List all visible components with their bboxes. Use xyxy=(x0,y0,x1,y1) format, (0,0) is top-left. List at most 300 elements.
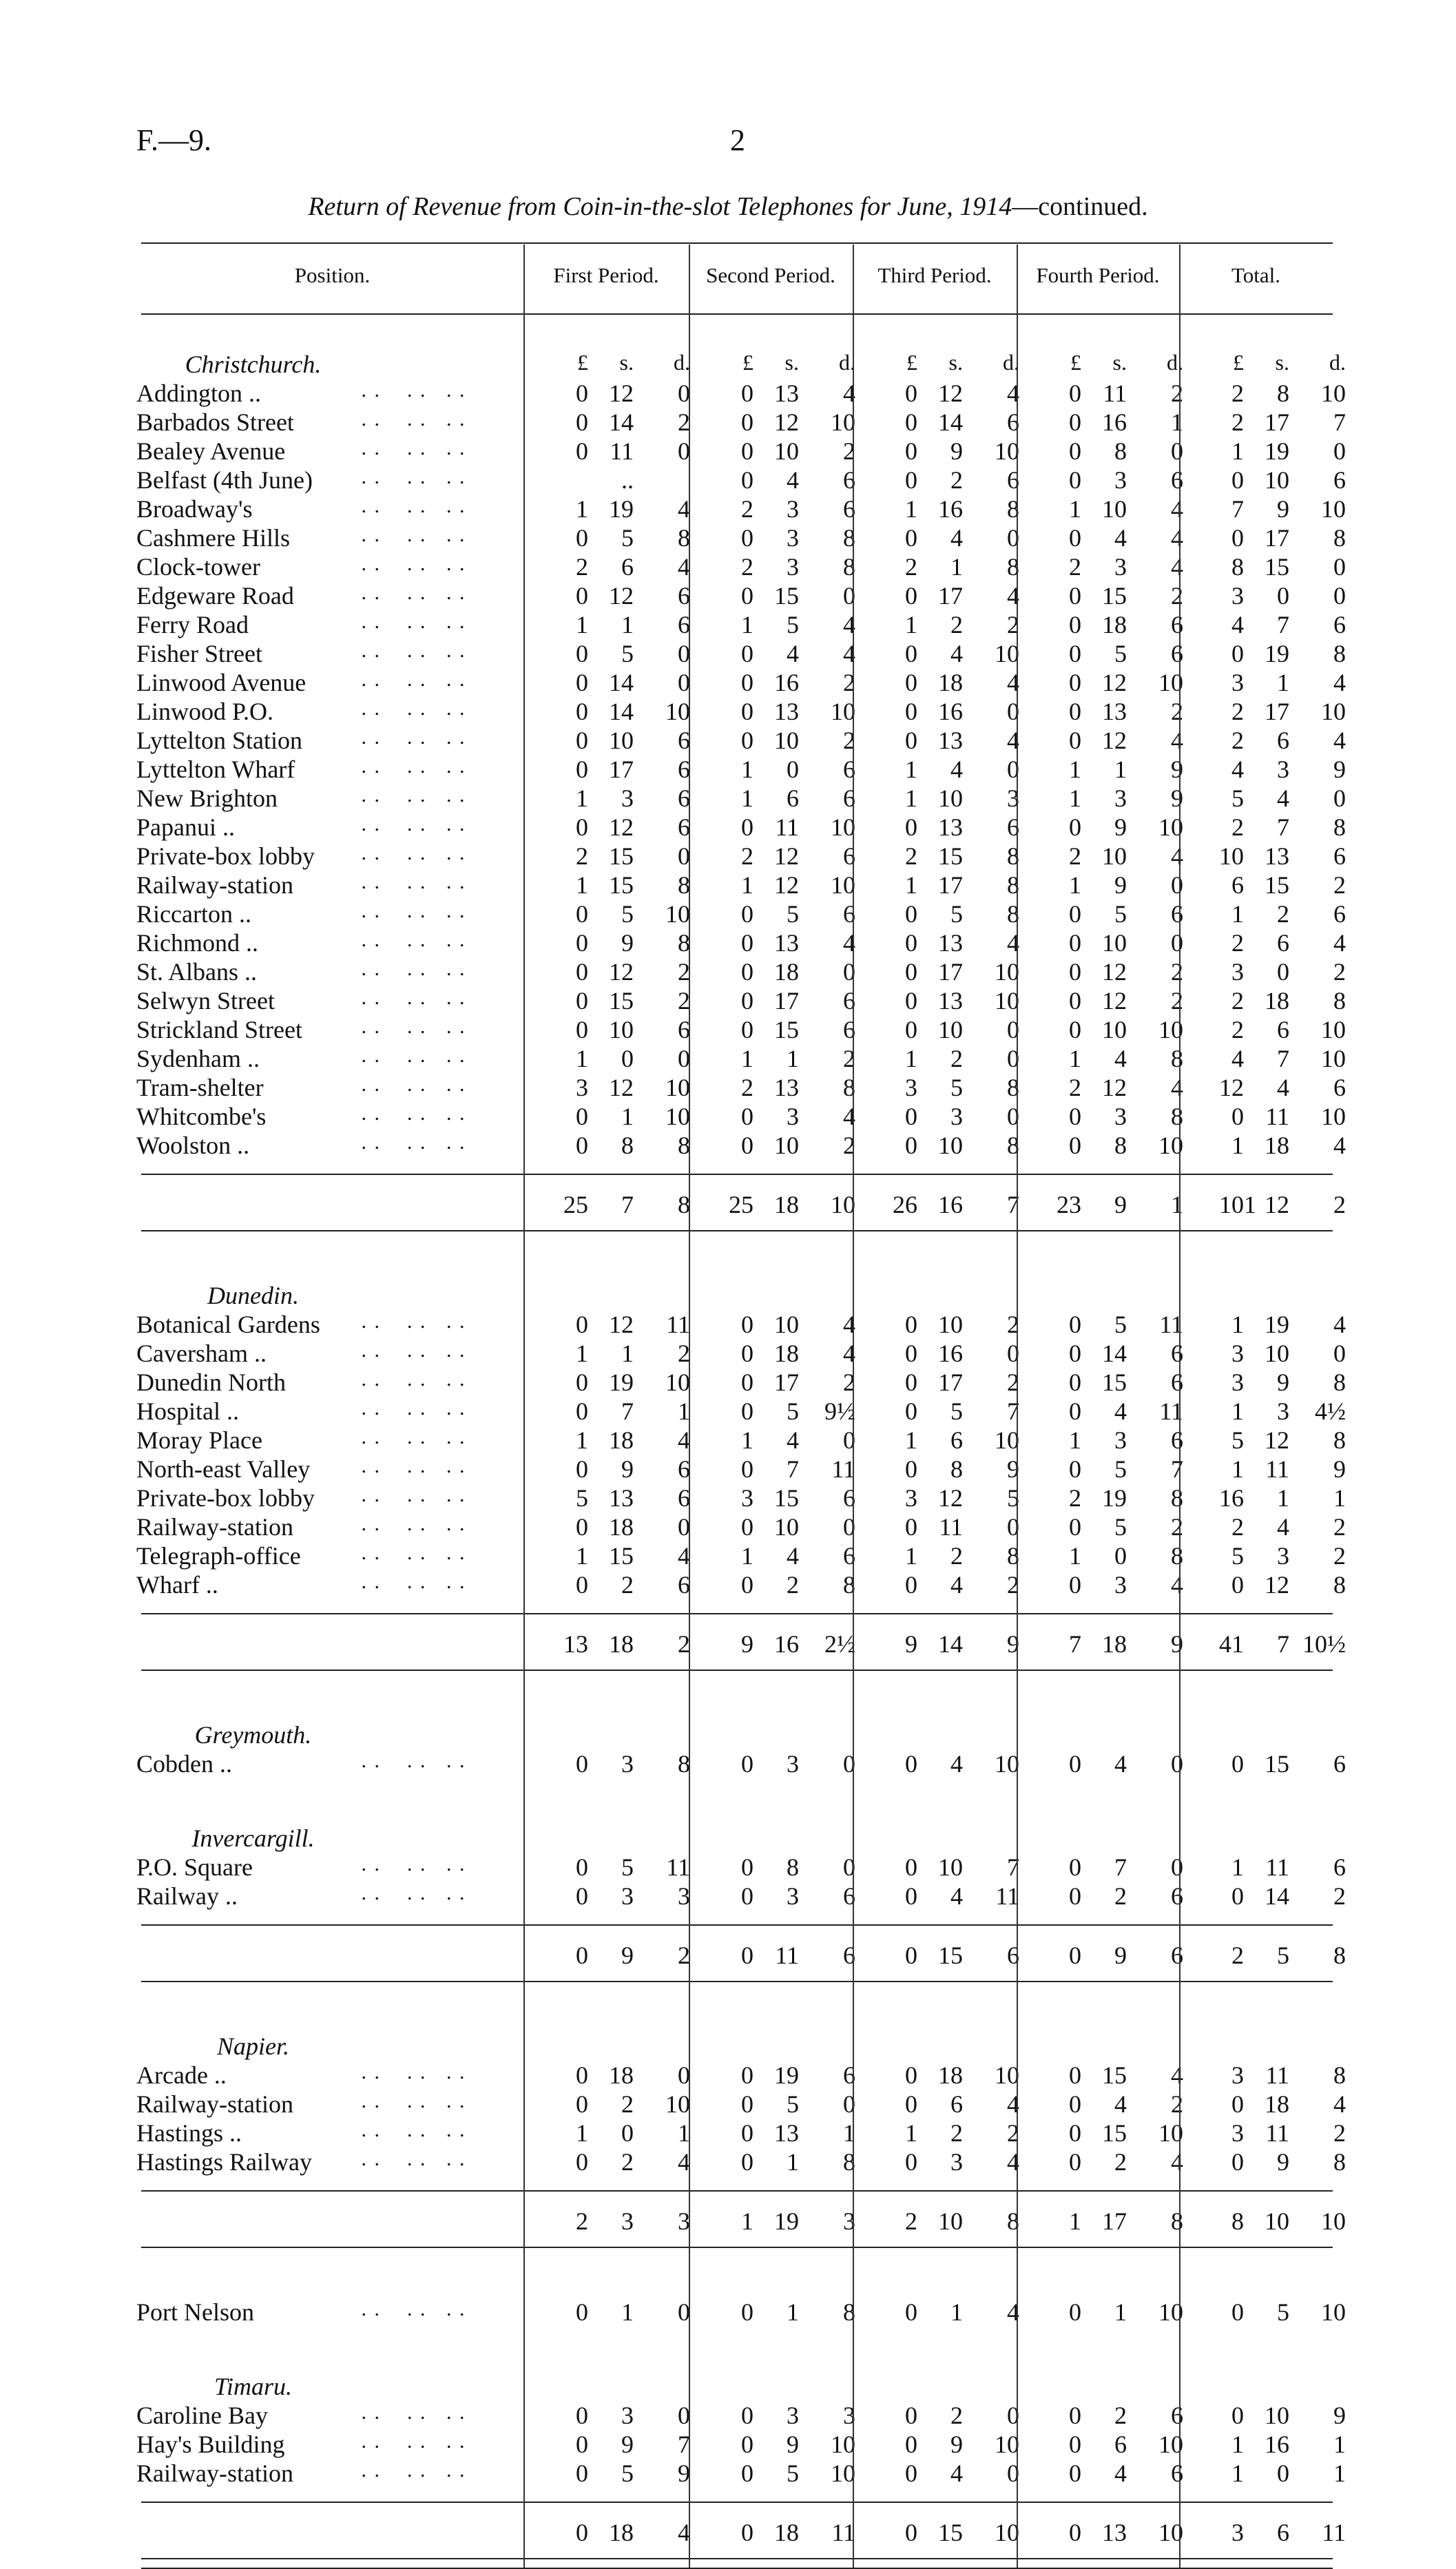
amount-pounds: 0 xyxy=(576,1397,588,1425)
amount-pence: 8 xyxy=(678,929,690,957)
position-name: Railway-station xyxy=(136,2090,293,2118)
table-row xyxy=(0,1512,1456,1541)
amount-shillings: 17 xyxy=(1265,408,1289,436)
amount-pence: 9 xyxy=(678,2459,690,2487)
amount-pence: 10 xyxy=(1158,1132,1183,1159)
amount-shillings: 13 xyxy=(938,727,963,754)
amount-shillings: 14 xyxy=(609,408,634,436)
column-divider xyxy=(1179,245,1181,2568)
amount-pence: 10 xyxy=(1158,2431,1183,2458)
position-name: Cobden .. xyxy=(136,1750,232,1778)
amount-shillings: 8 xyxy=(787,1853,799,1881)
amount-shillings: 17 xyxy=(609,756,634,783)
position-name: Dunedin North xyxy=(136,1369,286,1396)
leader-dots: . . . . . . xyxy=(355,755,466,778)
amount-pounds: 0 xyxy=(741,2090,753,2118)
amount-pounds: 0 xyxy=(1069,1340,1081,1367)
amount-pence: 2 xyxy=(1333,958,1346,986)
amount-pounds: 0 xyxy=(1069,408,1081,436)
amount-pounds: 0 xyxy=(905,379,917,407)
table-row xyxy=(0,871,1456,899)
amount-shillings: 2 xyxy=(787,1571,799,1599)
unit-shillings: s. xyxy=(619,350,634,375)
amount-pence: 6 xyxy=(1333,1750,1346,1778)
leader-dots: . . . . . . xyxy=(355,1512,466,1535)
amount-pence: 2 xyxy=(1007,2119,1019,2147)
amount-pounds: 0 xyxy=(576,2298,588,2326)
amount-pounds: 0 xyxy=(576,640,588,667)
amount-shillings: 12 xyxy=(1265,1571,1289,1599)
leader-dots: . . . . . . xyxy=(355,379,466,402)
leader-dots: . . . . . . xyxy=(355,1853,466,1875)
amount-pounds: 1 xyxy=(1231,1132,1244,1159)
amount-pounds: 25 xyxy=(563,1191,588,1218)
amount-pence: 11 xyxy=(831,2519,855,2546)
amount-pence: 4 xyxy=(843,379,855,407)
amount-pounds: 1 xyxy=(576,784,588,812)
table-title xyxy=(0,191,1456,222)
amount-shillings: 2 xyxy=(1114,2402,1127,2429)
leader-dots: . . . . . . xyxy=(355,957,466,980)
table-row xyxy=(0,755,1456,784)
amount-pounds: 1 xyxy=(741,1426,753,1454)
amount-pounds: 0 xyxy=(905,1397,917,1425)
amount-shillings: 4 xyxy=(1114,2459,1127,2487)
position-name: Barbados Street xyxy=(136,408,294,436)
amount-shillings: 11 xyxy=(1103,379,1127,407)
table-row xyxy=(0,1749,1456,1778)
amount-pence: 5 xyxy=(1007,1484,1019,1512)
amount-shillings: 9 xyxy=(1277,495,1289,523)
position-name: Linwood Avenue xyxy=(136,669,306,696)
amount-shillings: 17 xyxy=(1265,698,1289,725)
amount-shillings: 12 xyxy=(609,582,634,610)
amount-pence: 6 xyxy=(678,813,690,841)
amount-pounds: 25 xyxy=(729,1191,753,1218)
amount-pounds: 0 xyxy=(741,813,753,841)
amount-pence: 8 xyxy=(1333,1571,1346,1599)
amount-shillings: 10 xyxy=(774,1311,799,1338)
amount-shillings: 3 xyxy=(621,1882,634,1910)
amount-pence: 0 xyxy=(678,1513,690,1541)
amount-pence: 1 xyxy=(843,2119,855,2147)
amount-pounds: 0 xyxy=(576,1103,588,1130)
amount-pence: 6 xyxy=(1171,900,1183,928)
amount-shillings: 12 xyxy=(1102,958,1127,986)
amount-pence: 4 xyxy=(1007,379,1019,407)
amount-pounds: 0 xyxy=(741,2148,753,2176)
amount-shillings: 15 xyxy=(938,2519,963,2546)
amount-pence: 0 xyxy=(1007,1045,1019,1072)
amount-pence: 6 xyxy=(1333,842,1346,870)
amount-pounds: 0 xyxy=(1069,987,1081,1015)
amount-pounds: 3 xyxy=(576,1074,588,1101)
amount-pounds: 0 xyxy=(905,929,917,957)
amount-pence: 3 xyxy=(1007,784,1019,812)
amount-shillings: 18 xyxy=(609,1630,634,1658)
amount-pence: 8 xyxy=(1333,813,1346,841)
amount-shillings: 12 xyxy=(1265,1426,1289,1454)
amount-pounds: 0 xyxy=(1069,2148,1081,2176)
amount-pence: 1 xyxy=(1171,408,1183,436)
table-row xyxy=(0,1853,1456,1882)
section-heading xyxy=(0,1281,1456,1310)
amount-pence: 6 xyxy=(843,2061,855,2089)
amount-shillings: 5 xyxy=(787,2459,799,2487)
amount-pence: 2 xyxy=(1171,379,1183,407)
position-name: Lyttelton Wharf xyxy=(136,756,295,783)
amount-pence: 10 xyxy=(665,900,690,928)
amount-pence: 6 xyxy=(843,1016,855,1043)
amount-pence: 8 xyxy=(678,871,690,899)
amount-pounds: 0 xyxy=(741,698,753,725)
amount-pounds: 0 xyxy=(741,1369,753,1396)
amount-pence: 6 xyxy=(1007,1942,1019,1969)
table-row xyxy=(0,2147,1456,2176)
amount-pence: 9½ xyxy=(824,1397,855,1425)
position-name: Whitcombe's xyxy=(136,1103,267,1130)
amount-pence: 8 xyxy=(678,524,690,552)
amount-pence: 10 xyxy=(831,2431,855,2458)
amount-shillings: 16 xyxy=(938,1340,963,1367)
amount-shillings: 7 xyxy=(787,1455,799,1483)
amount-shillings: 0 xyxy=(1277,2459,1289,2487)
amount-shillings: 5 xyxy=(1277,2298,1289,2326)
amount-pence: 2 xyxy=(843,1369,855,1396)
amount-shillings: 5 xyxy=(787,2090,799,2118)
section-name: Dunedin. xyxy=(207,1282,299,1309)
amount-shillings: 3 xyxy=(950,1103,963,1130)
amount-pence: 0 xyxy=(1007,698,1019,725)
amount-pence: 2 xyxy=(1007,1311,1019,1338)
amount-shillings: 5 xyxy=(950,1074,963,1101)
amount-shillings: 9 xyxy=(1114,1191,1127,1218)
amount-pence: 10 xyxy=(665,698,690,725)
position-name: Papanui .. xyxy=(136,813,235,841)
amount-shillings: 13 xyxy=(938,813,963,841)
amount-pence: 8 xyxy=(1333,1942,1346,1969)
amount-pounds: 2 xyxy=(1231,813,1244,841)
amount-pounds: 10 xyxy=(1219,842,1244,870)
amount-shillings: 12 xyxy=(774,871,799,899)
amount-pounds: 3 xyxy=(1231,2519,1244,2546)
amount-pence: 4 xyxy=(1171,2061,1183,2089)
column-divider xyxy=(1017,245,1018,2568)
amount-pence: 4 xyxy=(1007,929,1019,957)
amount-pence: 2½ xyxy=(824,1630,855,1658)
amount-shillings: 4 xyxy=(950,2459,963,2487)
amount-shillings: 16 xyxy=(774,1630,799,1658)
amount-pounds: 0 xyxy=(741,1397,753,1425)
leader-dots: . . . . . . xyxy=(355,2298,466,2320)
amount-pence: 8 xyxy=(843,553,855,581)
amount-pence: 6 xyxy=(843,1942,855,1969)
amount-pence: 0 xyxy=(1171,929,1183,957)
table-row xyxy=(0,1073,1456,1102)
amount-shillings: 7 xyxy=(1277,1045,1289,1072)
amount-shillings: 3 xyxy=(1114,466,1127,494)
amount-shillings: 5 xyxy=(621,1853,634,1881)
amount-shillings: 8 xyxy=(1277,379,1289,407)
table-row xyxy=(0,842,1456,871)
amount-pounds: 0 xyxy=(905,987,917,1015)
amount-pounds: 0 xyxy=(576,2459,588,2487)
amount-pence: 4 xyxy=(678,1542,690,1570)
amount-pounds: 0 xyxy=(1069,1853,1081,1881)
amount-pounds: 0 xyxy=(1069,611,1081,638)
amount-pence: 2 xyxy=(1007,1369,1019,1396)
amount-pounds: 3 xyxy=(741,1484,753,1512)
amount-pounds: 0 xyxy=(1231,640,1244,667)
amount-shillings: 10 xyxy=(774,727,799,754)
amount-pounds: 0 xyxy=(576,1750,588,1778)
position-name: Telegraph-office xyxy=(136,1542,301,1570)
amount-shillings: 18 xyxy=(774,958,799,986)
amount-shillings: 9 xyxy=(1114,871,1127,899)
amount-pence: 0 xyxy=(1333,582,1346,610)
amount-pence: 8 xyxy=(1007,1132,1019,1159)
column-header: First Period. xyxy=(553,263,659,287)
position-name: Bealey Avenue xyxy=(136,437,286,465)
amount-shillings: 11 xyxy=(1265,2119,1289,2147)
amount-pence: 4 xyxy=(1333,929,1346,957)
amount-pence: 6 xyxy=(843,1484,855,1512)
amount-pounds: 0 xyxy=(576,2090,588,2118)
amount-shillings: 18 xyxy=(609,1426,634,1454)
amount-shillings: 9 xyxy=(1277,2148,1289,2176)
amount-pounds: 0 xyxy=(741,1311,753,1338)
amount-shillings: 8 xyxy=(1114,437,1127,465)
amount-pounds: 23 xyxy=(1057,1191,1081,1218)
amount-pence: 2 xyxy=(678,1340,690,1367)
amount-pounds: 2 xyxy=(1231,408,1244,436)
amount-pence: 0 xyxy=(1007,2459,1019,2487)
amount-shillings: 17 xyxy=(774,1369,799,1396)
amount-shillings: 3 xyxy=(950,2148,963,2176)
amount-pounds: 0 xyxy=(905,2148,917,2176)
amount-pounds: 0 xyxy=(741,2402,753,2429)
unit-pounds: £ xyxy=(577,350,588,375)
amount-pence: 6 xyxy=(1171,1426,1183,1454)
amount-pounds: 4 xyxy=(1231,1045,1244,1072)
amount-pence: 6 xyxy=(843,1542,855,1570)
table-row xyxy=(0,610,1456,639)
leader-dots: . . . . . . xyxy=(355,842,466,864)
amount-shillings: 15 xyxy=(609,842,634,870)
amount-shillings: 6 xyxy=(1277,1016,1289,1043)
amount-pounds: 0 xyxy=(905,408,917,436)
amount-shillings: 14 xyxy=(1102,1340,1127,1367)
amount-pence: 4 xyxy=(1007,2090,1019,2118)
amount-shillings: 3 xyxy=(787,553,799,581)
amount-shillings: 11 xyxy=(610,437,634,465)
amount-pence: 2 xyxy=(1171,2090,1183,2118)
amount-shillings: 2 xyxy=(621,1571,634,1599)
amount-shillings: 15 xyxy=(774,1016,799,1043)
section-heading xyxy=(0,2372,1456,2401)
amount-pounds: 2 xyxy=(741,553,753,581)
amount-pounds: 0 xyxy=(1069,698,1081,725)
subtotal-row xyxy=(0,1630,1456,1658)
amount-pounds: 3 xyxy=(905,1484,917,1512)
amount-pounds: 0 xyxy=(576,437,588,465)
amount-shillings: 4 xyxy=(950,640,963,667)
amount-pence: 2 xyxy=(843,727,855,754)
amount-pounds: 1 xyxy=(576,495,588,523)
amount-pence: 6 xyxy=(843,987,855,1015)
subtotal-bottom-rule xyxy=(141,2247,1333,2248)
amount-shillings: 7 xyxy=(621,1397,634,1425)
amount-pence: 10 xyxy=(1321,2207,1346,2235)
amount-pounds: 0 xyxy=(741,1882,753,1910)
amount-pounds: 2 xyxy=(741,495,753,523)
amount-shillings: 7 xyxy=(1277,611,1289,638)
amount-pence: 2 xyxy=(1333,1542,1346,1570)
amount-shillings: 1 xyxy=(787,2148,799,2176)
amount-shillings: 12 xyxy=(1102,1074,1127,1101)
position-name: Hastings Railway xyxy=(136,2148,312,2176)
amount-pence: 8 xyxy=(1007,495,1019,523)
leader-dots: . . . . . . xyxy=(355,2430,466,2453)
amount-pounds: 0 xyxy=(1231,2090,1244,2118)
amount-pence: 10 xyxy=(665,1369,690,1396)
amount-shillings: 18 xyxy=(774,2519,799,2546)
amount-pounds: 1 xyxy=(1069,756,1081,783)
title-main: Return of Revenue from Coin-in-the-slot Telephones for June, 1914 xyxy=(308,192,1012,221)
leader-dots: . . . . . . xyxy=(355,523,466,546)
amount-pounds: 0 xyxy=(576,2402,588,2429)
leader-dots: . . . . . . xyxy=(355,1882,466,1904)
amount-pence: 0 xyxy=(1171,437,1183,465)
table-row xyxy=(0,899,1456,928)
table-row xyxy=(0,1426,1456,1455)
amount-shillings: 12 xyxy=(774,408,799,436)
amount-pence: 10 xyxy=(665,1074,690,1101)
amount-pence: 10 xyxy=(995,1750,1019,1778)
amount-shillings: 13 xyxy=(1265,842,1289,870)
amount-pounds: 0 xyxy=(1069,958,1081,986)
amount-pence: 4½ xyxy=(1315,1397,1346,1425)
amount-pounds: 0 xyxy=(741,2431,753,2458)
amount-pence: 11 xyxy=(666,1853,690,1881)
amount-pounds: 0 xyxy=(741,437,753,465)
table-row xyxy=(0,2459,1456,2488)
amount-pounds: 0 xyxy=(576,958,588,986)
table-row xyxy=(0,1310,1456,1339)
amount-shillings: 9 xyxy=(1114,1942,1127,1969)
amount-pounds: 0 xyxy=(576,1571,588,1599)
amount-shillings: 17 xyxy=(938,1369,963,1396)
table-row xyxy=(0,1339,1456,1368)
amount-pence: 2 xyxy=(678,1630,690,1658)
amount-pounds: 0 xyxy=(1069,1016,1081,1043)
amount-pence: 4 xyxy=(1007,582,1019,610)
table-row xyxy=(0,2090,1456,2119)
amount-pounds: 1 xyxy=(741,2207,753,2235)
amount-pence: 2 xyxy=(1007,1571,1019,1599)
amount-pence: 9 xyxy=(1333,1455,1346,1483)
amount-shillings: 2 xyxy=(950,1542,963,1570)
amount-shillings: 18 xyxy=(609,2519,634,2546)
position-name: Railway .. xyxy=(136,1882,238,1910)
amount-pounds: 0 xyxy=(1069,2061,1081,2089)
amount-pounds: 1 xyxy=(576,871,588,899)
amount-pence: 6 xyxy=(1171,640,1183,667)
amount-pounds: 0 xyxy=(741,2119,753,2147)
amount-shillings: 14 xyxy=(609,669,634,696)
amount-pence: 6 xyxy=(1171,1882,1183,1910)
amount-shillings: 5 xyxy=(1114,1311,1127,1338)
amount-shillings: 12 xyxy=(1102,669,1127,696)
leader-dots: . . . . . . xyxy=(355,1749,466,1772)
amount-shillings: 0 xyxy=(621,2119,634,2147)
amount-pence: 2 xyxy=(1333,871,1346,899)
amount-pence: 0 xyxy=(1333,1340,1346,1367)
amount-pence: 10 xyxy=(665,2090,690,2118)
amount-pounds: 0 xyxy=(905,582,917,610)
amount-pounds: 0 xyxy=(905,2459,917,2487)
column-header: Total. xyxy=(1231,263,1280,287)
amount-pence: 0 xyxy=(678,2061,690,2089)
amount-shillings: 18 xyxy=(938,669,963,696)
amount-pence: 10 xyxy=(1158,669,1183,696)
leader-dots: . . . . . . xyxy=(355,986,466,1009)
amount-pounds: 0 xyxy=(905,2402,917,2429)
position-name: Lyttelton Station xyxy=(136,727,302,754)
amount-pence: 1 xyxy=(1333,2431,1346,2458)
amount-pounds: 0 xyxy=(1069,1103,1081,1130)
amount-shillings: 4 xyxy=(787,1542,799,1570)
amount-pence: 8 xyxy=(1333,2061,1346,2089)
amount-pence: 6 xyxy=(1171,2402,1183,2429)
amount-pounds: 1 xyxy=(1231,2431,1244,2458)
amount-pence: 8 xyxy=(843,2298,855,2326)
title-continued: continued. xyxy=(1038,192,1148,221)
subtotal-top-rule xyxy=(141,2190,1333,2192)
amount-shillings: 6 xyxy=(1277,727,1289,754)
amount-shillings: 4 xyxy=(950,524,963,552)
amount-shillings: 11 xyxy=(1265,1455,1289,1483)
amount-pence: 4 xyxy=(678,2519,690,2546)
amount-shillings: 5 xyxy=(787,1397,799,1425)
amount-pounds: 1 xyxy=(1069,1045,1081,1072)
amount-pence: 4 xyxy=(1007,2148,1019,2176)
amount-pounds: 0 xyxy=(1069,929,1081,957)
amount-shillings: 16 xyxy=(774,669,799,696)
amount-pounds: 26 xyxy=(893,1191,917,1218)
amount-shillings: 15 xyxy=(1102,2061,1127,2089)
amount-pounds: 5 xyxy=(1231,1542,1244,1570)
table-row xyxy=(0,1455,1456,1484)
subtotal-row xyxy=(0,2207,1456,2236)
amount-shillings: 9 xyxy=(621,1942,634,1969)
amount-shillings: 1 xyxy=(950,553,963,581)
position-name: Caversham .. xyxy=(136,1340,267,1367)
amount-shillings: 15 xyxy=(1265,553,1289,581)
amount-shillings: 16 xyxy=(1102,408,1127,436)
amount-pence: 6 xyxy=(1333,1074,1346,1101)
position-name: Fisher Street xyxy=(136,640,262,667)
amount-pence: 8 xyxy=(1333,2148,1346,2176)
amount-pounds: 2 xyxy=(741,842,753,870)
amount-shillings: 12 xyxy=(938,1484,963,1512)
column-divider xyxy=(523,245,525,2568)
amount-pence: 6 xyxy=(1007,408,1019,436)
amount-pence: 10 xyxy=(1158,2519,1183,2546)
amount-pence: 10 xyxy=(995,1426,1019,1454)
amount-pence: 4 xyxy=(843,1103,855,1130)
amount-pounds: 0 xyxy=(741,1340,753,1367)
